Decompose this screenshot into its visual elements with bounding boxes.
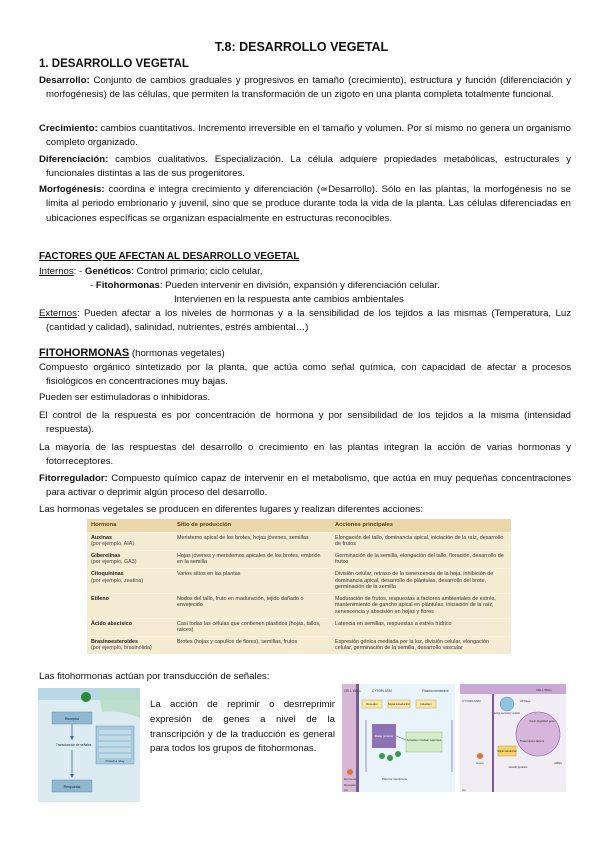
fig-label: Auxin-regulated gene [529,720,555,723]
fig-label: Auxin [476,761,484,765]
table-row [87,618,511,636]
fig-label: Transducción de señales [56,743,92,747]
relay-line [99,736,131,740]
hormone-cell: Auxinas (por ejemplo, AIA) [87,532,173,550]
hormone-cell: Citoquininas (por ejemplo, zeatina) [87,568,173,593]
actions-cell: Elongación del tallo, dominancia apical, iniciación de la raíz, desarrollo de frutos [331,532,511,550]
auxin-icon [477,753,483,759]
response-box [406,732,442,752]
membrane-line [492,694,494,792]
table-row [87,532,511,550]
fig-label: ATPase [520,699,531,703]
fig-label: CELL WALL [344,689,362,693]
transduccion-text: La acción de reprimir o desrreprimir expresión de genes a nivel de la transcripción y de la traducción es general para todos los grupos de fitohormonas. [150,699,335,755]
fig-label: Transcription factors [519,740,545,743]
signal-transduction-figure [38,688,140,802]
table-header: Sitio de producción [173,519,331,532]
table-header: Acciones principales [331,519,511,532]
table-row [87,550,511,568]
fig-label: Receptor [366,702,378,706]
fig-label: Signal transduction [497,751,517,753]
fig-label: Signal transduction [387,703,411,706]
hormone-table [87,519,511,654]
table-header-row [87,519,511,532]
factores-internos: Internos: - Genéticos: Control primario; ciclo celular, [39,266,263,277]
fig-label: Hormone [344,777,357,781]
factores-externos: Externos: Pueden afectar a los niveles de hormonas y a la sensibilidad de los tejidos a las mismas (Temperatura, Luz (cantidad y calidad), salinidad, nutrientes, estrés ambiental…) [39,308,571,334]
hormone-cell: Brasinoesteroides (por ejemplo, brasinólida) [87,636,173,654]
def-term: Desarrollo: [39,75,90,86]
fito-p3: El control de la respuesta es por concentración de hormona y por sensibilidad de los tejidos a la misma (intensidad respuesta). [39,410,571,436]
fito-p6: Las hormonas vegetales se producen en diferentes lugares y realizan diferentes acciones: [39,504,423,515]
fito-p4: La mayoría de las respuestas del desarrollo o crecimiento en las plantas integran la acción de varias hormonas y fotorreceptores. [39,442,571,468]
nucleus [516,712,560,756]
membrane-line [356,684,359,792]
table-row [87,568,511,593]
page-title: T.8: DESARROLLO VEGETAL [214,40,389,54]
fig-label: Proteína relay [105,759,125,763]
fig-label: Plasma membrane [382,777,408,781]
fig-label: (a) [344,788,348,792]
def-term: Morfogénesis: [39,184,105,195]
section-heading: 1. DESARROLLO VEGETAL [39,58,189,70]
fig-label: Receptor [64,717,80,721]
fig-label: CYTOPLASM [372,689,392,693]
site-cell: Hojas jóvenes y meristemos apicales de los brotes, embrión en la semilla [173,550,331,568]
hormone-cell: Etileno [87,593,173,618]
def-text: Conjunto de cambios graduales y progresivos en tamaño (crecimiento), estructura y función (diferenciación y morfogénesis) de las células, que permiten la transformación de un zigoto en una planta completa totalmente funcional. [46,75,572,101]
factores-fitohormonas: - Fitohormonas: Pueden intervenir en división, expansión y diferenciación celular. [90,280,440,291]
site-cell: Nodos del tallo, fruto en maduración, tejido dañado o envejecido [173,593,331,618]
def-morfogenesis [39,183,571,226]
def-text: cambios cualitativos. Especialización. La célula adquiere propiedades metabólicas, estructurales y funcionales distintas a las de sus progenitores. [46,154,571,180]
hormone-icon [81,692,91,702]
factores-heading: FACTORES QUE AFECTAN AL DESARROLLO VEGETAL [39,251,300,262]
actions-cell: División celular, retraso de la senescencia de la hoja, inhibición de dominancia apical, desarrollo de plántulas, desarrollo del brote, germinación de la semilla [331,568,511,593]
def-text: cambios cuantitativos. Incremento irreversible en el tamaño y volumen. Por sí mismo no genera un organismo completo organizado. [46,123,571,149]
fig-label: (b) [462,788,466,792]
site-cell: Varios sitios en las plantas [173,568,331,593]
relay-line [99,748,131,752]
transduccion-intro: Las fitohormonas actúan por transducción de señales: [39,671,270,682]
auxin-signaling-figure [342,684,566,792]
fig-label: Plasma membrane [422,689,449,693]
def-term: Crecimiento: [39,123,98,134]
relay-dot [387,755,393,761]
hormone-cell: Giberelinas (por ejemplo, GA3) [87,550,173,568]
def-text: coordina e integra crecimiento y diferenciación (≃Desarrollo). Sólo en las plantas, la morfogénesis no se limita al periodo embrionario y juvenil, sino que se produce durante toda la vida de la planta. Las células diferenciadas en ubicaciones específicas se organizan espacialmente en estructuras reconocibles. [46,184,571,224]
fig-label: CYTOPLASM [462,699,481,703]
fito-fitorregulador: Fitorregulador: Compuesto químico capaz de intervenir en el metabolismo, que actúa en muy pequeñas concentraciones para activar o deprimir algún proceso del desarrollo. [39,473,571,499]
relay-dot [379,753,385,759]
hormone-icon [347,769,353,775]
def-crecimiento [39,122,571,151]
fig-label: Receptor [344,783,357,787]
actions-cell: Germinación de la semilla, elongación del tallo, floración, desarrollo de frutos [331,550,511,568]
site-cell: Casi todas las células que contienen plástidos (hojas, tallos, raíces) [173,618,331,636]
cell-wall-band [342,684,356,792]
fig-label: CELL WALL [536,688,553,692]
fig-label: Golgi secretory vesicle [493,712,521,715]
relay-line [99,754,131,758]
actions-cell: Expresión génica mediada por la luz, división celular, elongación celular, germinación de la semilla, desarrollo vascular [331,636,511,654]
actions-cell: Maduración de frutos, respuestas a factores ambientales de estrés, mantenimiento de gancho apical en plántulas, iniciación de la raíz, senescencia y abscisión en hojas y flores [331,593,511,618]
fig-label: mRNA [554,762,562,765]
fito-p2: Pueden ser estimuladoras o inhibidoras. [39,392,211,403]
def-desarrollo [39,74,571,103]
golgi-vesicle [500,697,514,711]
hormone-cell: Ácido abscísico [87,618,173,636]
fitohormonas-heading: FITOHORMONAS (hormonas vegetales) [39,347,225,359]
relay-dot [395,751,401,757]
factores-fitohormonas-2: Intervienen en la respuesta ante cambios ambientales [174,294,404,305]
fito-p1: Compuesto orgánico sintetizado por la planta, que actúa como señal química, con capacidad de afectar a procesos fisiológicos en concentraciones muy bajas. [39,362,571,388]
relay-line [99,742,131,746]
fig-label: Respuesta [63,785,81,789]
fig-label: Activation of cellular responses [406,739,442,742]
table-row [87,593,511,618]
def-term: Diferenciación: [39,154,109,165]
fig-label: Growth proteins [508,766,528,769]
actions-cell: Latencia en semillas, respuestas a estrés hídrico [331,618,511,636]
relay-line [99,730,131,734]
table-row [87,636,511,654]
site-cell: Meristemo apical de los brotes, hojas jóvenes, semillas [173,532,331,550]
site-cell: Brotes (hojas y capullos de flores), semillas, frutos [173,636,331,654]
table-header: Hormona [87,519,173,532]
fig-label: Relay proteins [375,734,393,738]
fig-label: Induction [420,702,432,706]
def-diferenciacion [39,153,571,182]
